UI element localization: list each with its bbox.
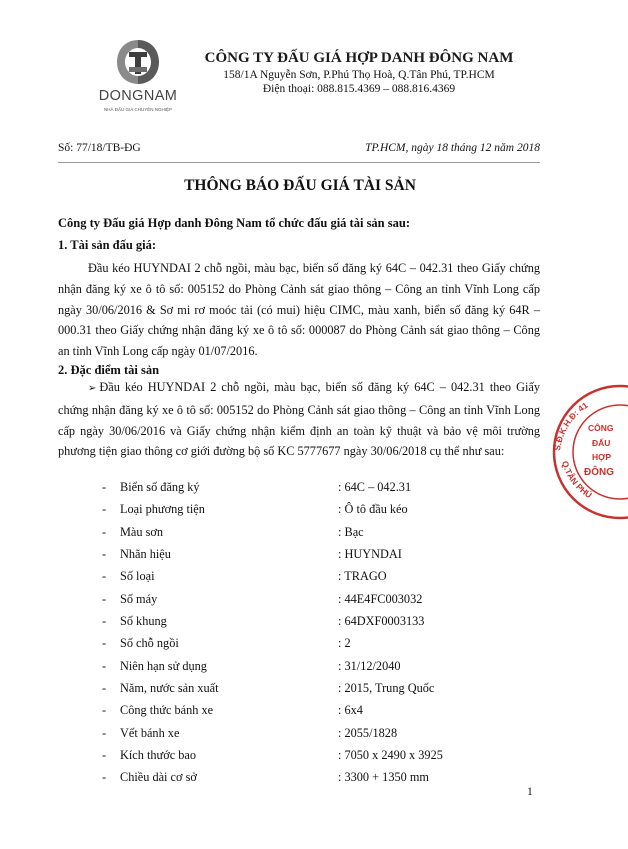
spec-value: : HUYNDAI [338,547,402,561]
spec-label: Biển số đăng ký [120,480,200,494]
spec-label: Số máy [120,592,158,606]
intro-line: Công ty Đấu giá Hợp danh Đông Nam tổ chức đấu giá tài sản sau: [58,216,410,230]
company-logo [92,38,184,118]
spec-row [102,614,522,634]
list-dash: - [102,569,107,583]
company-name: CÔNG TY ĐẤU GIÁ HỢP DANH ĐÔNG NAM [204,50,514,66]
seal-bottom-text: Q.TÂN PHÚ [559,459,594,501]
logo-tagline: NHÀ ĐẤU GIÁ CHUYÊN NGHIỆP [103,107,172,112]
spec-value: : TRAGO [338,569,387,583]
spec-row [102,592,522,612]
spec-value: : Bạc [338,525,364,539]
list-dash: - [102,502,107,516]
seal-top-text: S.Đ.K.H.Đ: 41 [552,399,590,452]
list-dash: - [102,592,107,606]
spec-row [102,703,522,723]
spec-label: Màu sơn [120,525,164,539]
section-2-paragraph [58,377,540,462]
spec-row [102,770,522,790]
seal-line: HỢP [592,452,612,462]
list-dash: - [102,547,107,561]
spec-value: : 64DXF0003133 [338,614,425,628]
logo-name: DONGNAM [98,88,178,104]
company-seal-stamp [548,376,628,526]
spec-label: Kích thước bao [120,748,196,762]
spec-row [102,748,522,768]
spec-row [102,480,522,500]
list-dash: - [102,636,107,650]
list-dash: - [102,614,107,628]
spec-label: Chiều dài cơ sở [120,770,197,784]
spec-value: : 6x4 [338,703,363,717]
spec-label: Số chỗ ngồi [120,636,179,650]
list-dash: - [102,726,107,740]
spec-value: : 44E4FC003032 [338,592,423,606]
spec-row [102,502,522,522]
spec-label: Nhãn hiệu [120,547,171,561]
list-dash: - [102,525,107,539]
page-number: 1 [527,786,533,798]
seal-line: CÔNG [588,423,614,433]
document-title: THÔNG BÁO ĐẤU GIÁ TÀI SẢN [184,177,416,194]
spec-row [102,659,522,679]
spec-value: : 3300 + 1350 mm [338,770,429,784]
spec-value: : 2055/1828 [338,726,398,740]
spec-row [102,681,522,701]
svg-text:Q.TÂN PHÚ [560,460,594,501]
seal-line: ĐÔNG [584,467,614,478]
list-dash: - [102,659,107,673]
spec-label: Số loại [120,569,155,583]
list-dash: - [102,681,107,695]
seal-line: ĐẤU [592,438,611,448]
spec-label: Số khung [120,614,167,628]
list-dash: - [102,480,107,494]
spec-value: : Ô tô đầu kéo [338,502,408,516]
section-2-heading: 2. Đặc điểm tài sản [58,363,160,377]
spec-label: Công thức bánh xe [120,703,214,717]
section-2-text: Đầu kéo HUYNDAI 2 chỗ ngồi, màu bạc, biển số đăng ký 64C – 042.31 theo Giấy chứng nhận đăng ký xe ô tô số: 005152 do Phòng Cảnh sát giao thông – Công an tỉnh Vĩnh Long cấp ngày 30/06/2016 và Giấy chứng nhận kiểm định an toàn kỹ thuật và bảo vệ môi trường phương tiện giao thông cơ giới đường bộ số KC 5777677 ngày 30/06/2018 cụ thể như sau: [58,380,540,459]
spec-label: Năm, nước sản xuất [120,681,219,695]
arrow-bullet-icon: ➢ [88,383,97,394]
spec-row [102,636,522,656]
list-dash: - [102,748,107,762]
company-address: 158/1A Nguyễn Sơn, P.Phú Thọ Hoà, Q.Tân Phú, TP.HCM [223,69,495,81]
spec-value: : 2 [338,636,351,650]
list-dash: - [102,703,107,717]
spec-value: : 31/12/2040 [338,659,401,673]
section-1-text: Đầu kéo HUYNDAI 2 chỗ ngồi, màu bạc, biển số đăng ký 64C – 042.31 theo Giấy chứng nhận đăng ký xe ô tô số: 005152 do Phòng Cảnh sát giao thông – Công an tỉnh Vĩnh Long cấp ngày 30/06/2016 & Sơ mi rơ moóc tải (có mui) hiệu CIMC, màu xanh, biển số đăng ký 64R – 000.31 theo Giấy chứng nhận đăng ký xe ô tô số: 000087 do Phòng Cảnh sát giao thông – Công an tỉnh Vĩnh Long cấp ngày 01/07/2016. [58,261,540,359]
spec-value: : 7050 x 2490 x 3925 [338,748,443,762]
section-1-heading: 1. Tài sản đấu giá: [58,238,157,252]
spec-row [102,569,522,589]
header-divider [58,162,540,163]
spec-row [102,525,522,545]
spec-value: : 2015, Trung Quốc [338,681,435,695]
list-dash: - [102,770,107,784]
document-date: TP.HCM, ngày 18 tháng 12 năm 2018 [365,142,540,154]
document-number: Số: 77/18/TB-ĐG [58,142,141,154]
spec-label: Vết bánh xe [120,726,180,740]
company-header [194,50,524,95]
spec-value: : 64C – 042.31 [338,480,412,494]
company-phone: Điện thoại: 088.815.4369 – 088.816.4369 [262,83,456,95]
dongnam-logo-icon [114,38,162,86]
spec-label: Niên hạn sử dụng [120,659,207,673]
spec-row [102,726,522,746]
spec-label: Loại phương tiện [120,502,205,516]
spec-row [102,547,522,567]
